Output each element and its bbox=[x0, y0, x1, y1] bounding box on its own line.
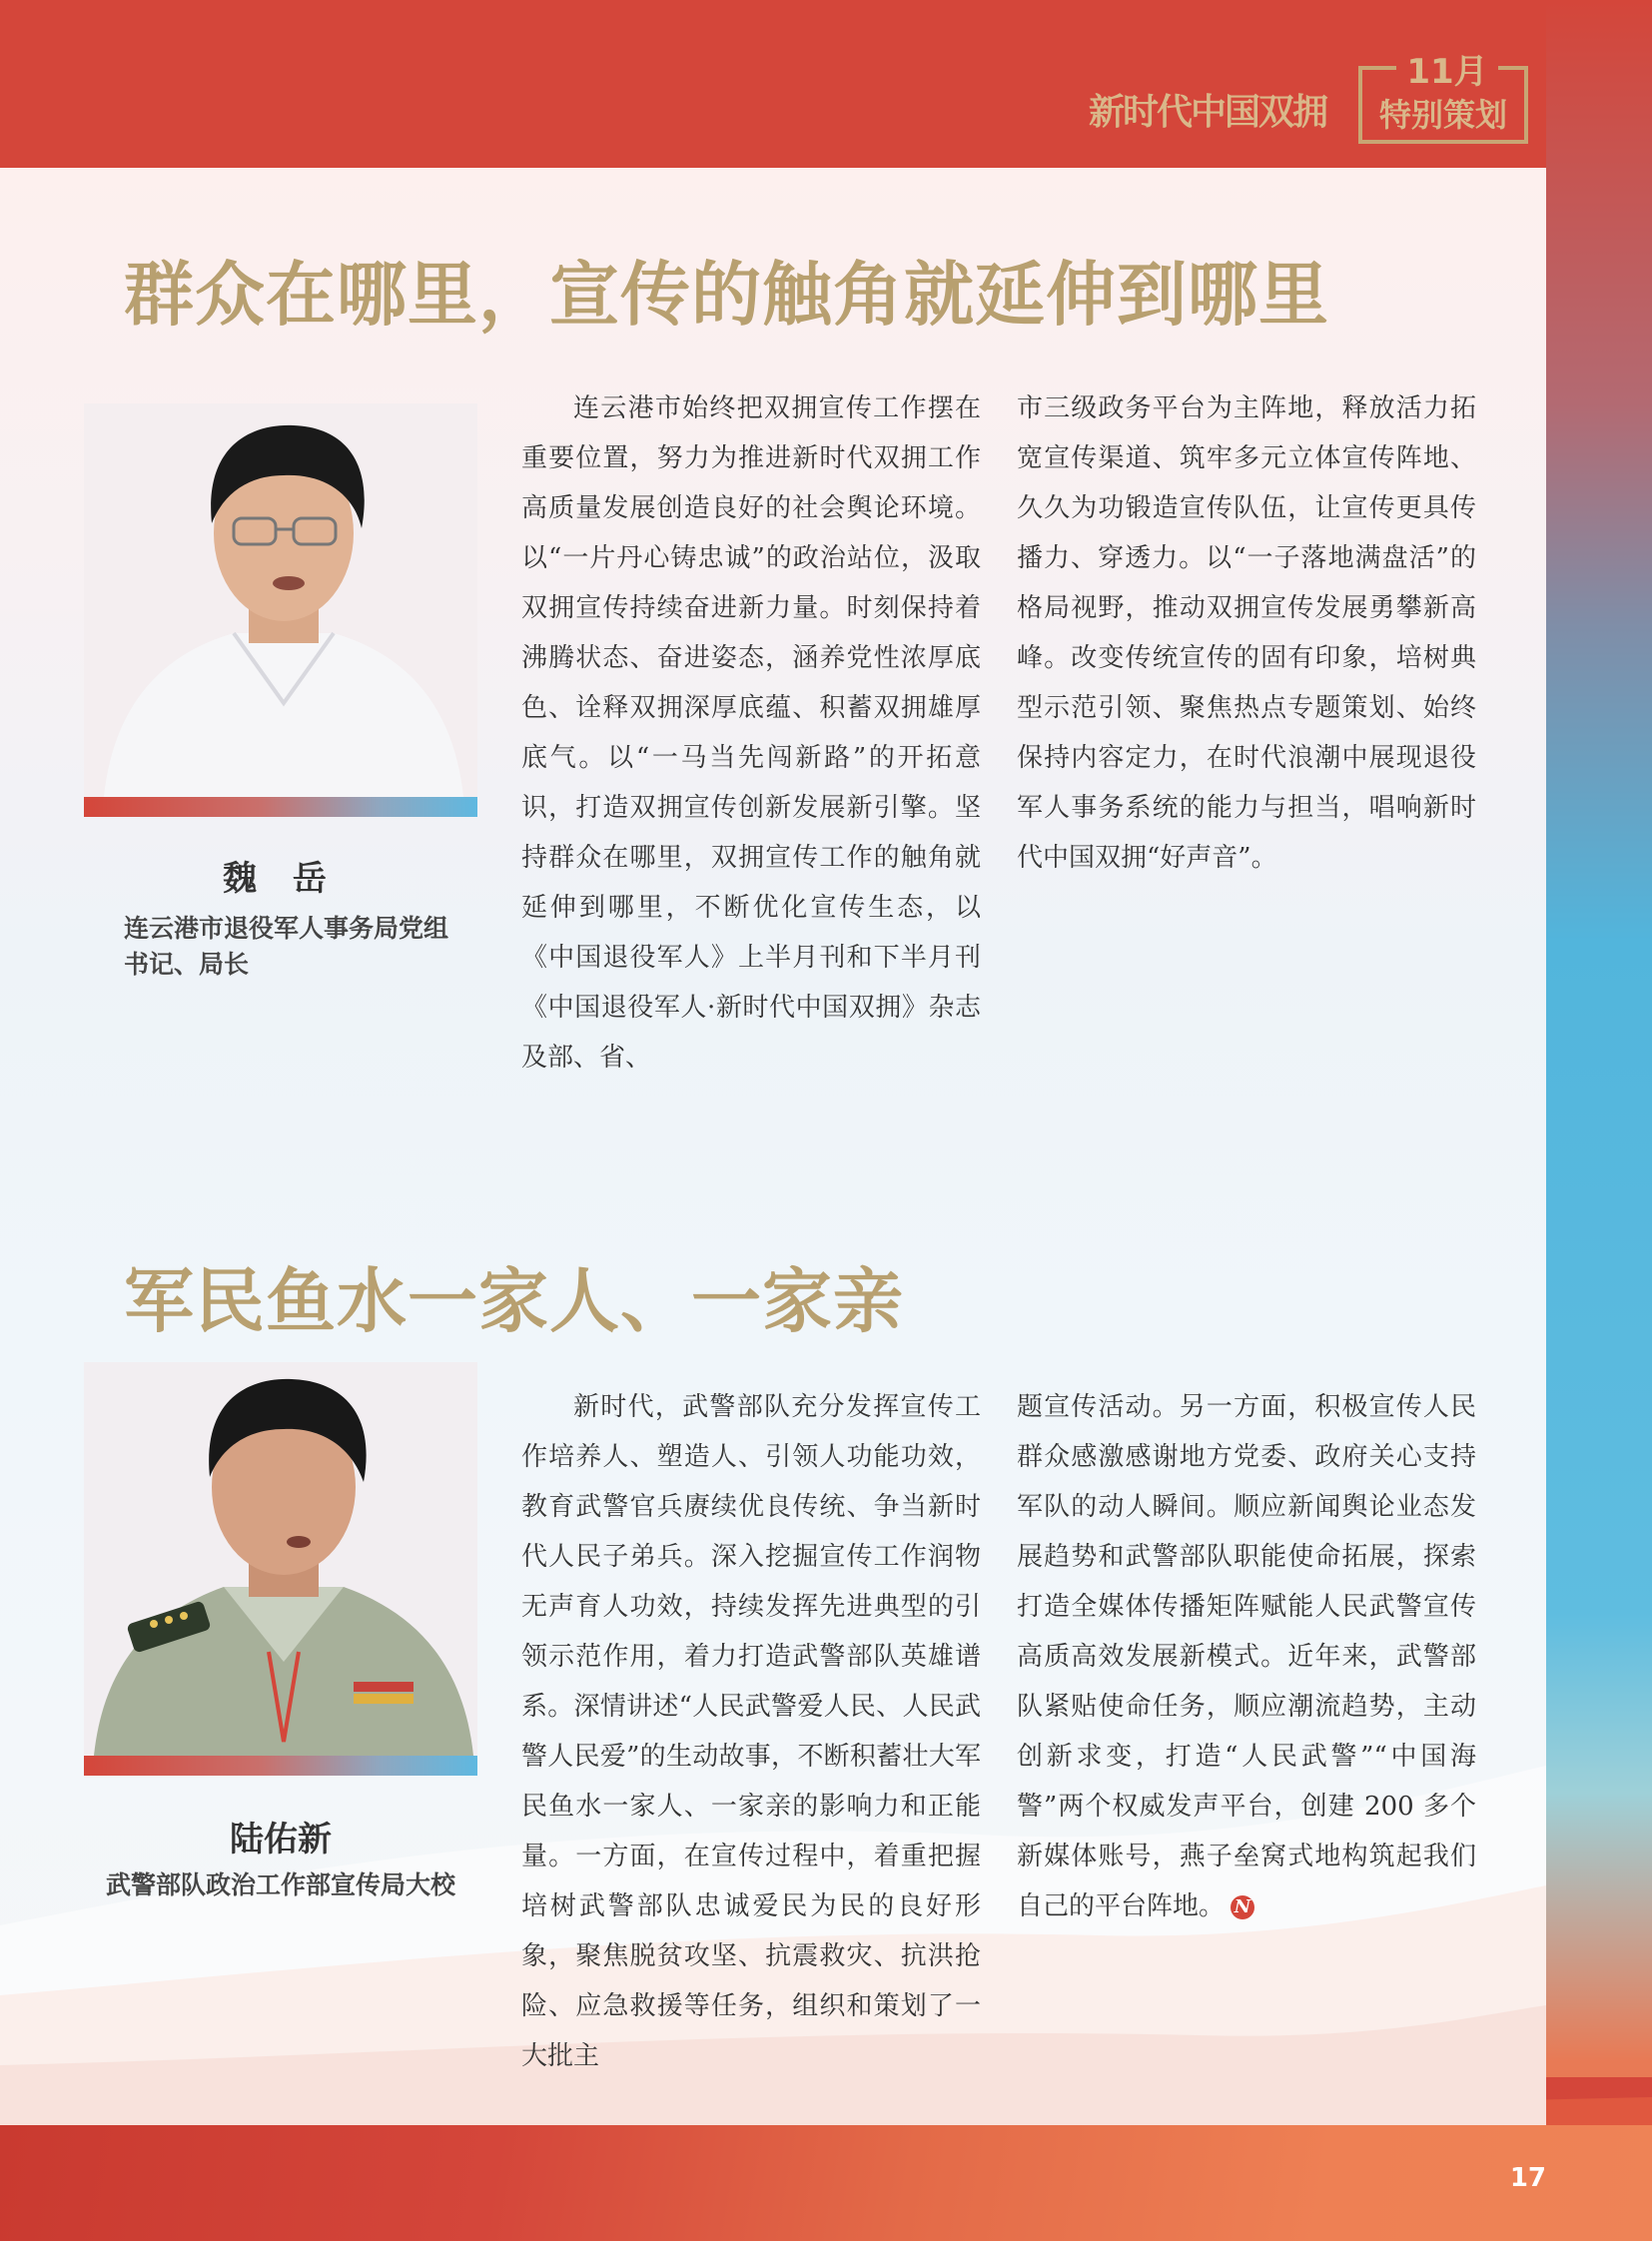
portrait-photo-1 bbox=[84, 403, 477, 797]
issue-month: 11月 bbox=[1396, 52, 1498, 92]
person-name-1: 魏 岳 bbox=[223, 859, 339, 899]
bottom-color-band bbox=[0, 2125, 1652, 2241]
page-number: 17 bbox=[1509, 2163, 1546, 2193]
article-2-title: 军民鱼水一家人、一家亲 bbox=[124, 1259, 904, 1342]
person-role-1: 连云港市退役军人事务局党组书记、局长 bbox=[124, 914, 449, 979]
article-2-column-1: 新时代，武警部队充分发挥宣传工作培养人、塑造人、引领人功能功效，教育武警官兵赓续优良传统、争当新时代人民子弟兵。深入挖掘宣传工作润物无声育人功效，持续发挥先进典型的引领示范作用，着力打造武警部队英雄谱系。深情讲述“人民武警爱人民、人民武警人民爱”的生动故事，不断积蓄壮大军民鱼水一家人、一家亲的影响力和正能量。一方面，在宣传过程中，着重把握培树武警部队忠诚爱民为民的良好形象，聚焦脱贫攻坚、抗震救灾、抗洪抢险、应急救援等任务，组织和策划了一大批主 bbox=[521, 1392, 981, 2071]
right-color-band bbox=[1546, 0, 1652, 2241]
portrait-photo-2 bbox=[84, 1362, 477, 1756]
article-1-title: 群众在哪里，宣传的触角就延伸到哪里 bbox=[124, 253, 1329, 336]
article-1-column-2: 市三级政务平台为主阵地，释放活力拓宽宣传渠道、筑牢多元立体宣传阵地、久久为功锻造宣传队伍，让宣传更具传播力、穿透力。以“一子落地满盘活”的格局视野，推动双拥宣传发展勇攀新高峰。改变传统宣传的固有印象，培树典型示范引领、聚焦热点专题策划、始终保持内容定力，在时代浪潮中展现退役军人事务系统的能力与担当，唱响新时代中国双拥“好声音”。 bbox=[1017, 393, 1476, 873]
article-1-column-1: 连云港市始终把双拥宣传工作摆在重要位置，努力为推进新时代双拥工作高质量发展创造良好的社会舆论环境。以“一片丹心铸忠诚”的政治站位，汲取双拥宣传持续奋进新力量。时刻保持着沸腾状态、奋进姿态，涵养党性浓厚底色、诠释双拥深厚底蕴、积蓄双拥雄厚底气。以“一马当先闯新路”的开拓意识，打造双拥宣传创新发展新引擎。坚持群众在哪里，双拥宣传工作的触角就延伸到哪里，不断优化宣传生态，以《中国退役军人》上半月刊和下半月刊《中国退役军人·新时代中国双拥》杂志及部、省、 bbox=[521, 393, 981, 1073]
end-mark-icon: N bbox=[1231, 1895, 1254, 1919]
portrait-underline-2 bbox=[84, 1756, 477, 1776]
magazine-column-title: 新时代中国双拥 bbox=[1089, 92, 1327, 133]
person-name-2: 陆佑新 bbox=[230, 1820, 332, 1860]
article-2-column-2-text: 题宣传活动。另一方面，积极宣传人民群众感激感谢地方党委、政府关心支持军队的动人瞬间。顺应新闻舆论业态发展趋势和武警部队职能使命拓展，探索打造全媒体传播矩阵赋能人民武警宣传高质高效发展新模式。近年来，武警部队紧贴使命任务，顺应潮流趋势，主动创新求变，打造“人民武警”“中国海警”两个权威发声平台，创建 200 多个新媒体账号，燕子垒窝式地构筑起我们自己的平台阵地。 bbox=[1017, 1392, 1476, 1921]
special-feature-label: 特别策划 bbox=[1378, 96, 1507, 134]
person-role-2: 武警部队政治工作部宣传局大校 bbox=[105, 1870, 455, 1899]
portrait-underline-1 bbox=[84, 797, 477, 817]
article-2-column-2 bbox=[1017, 1382, 1476, 1931]
